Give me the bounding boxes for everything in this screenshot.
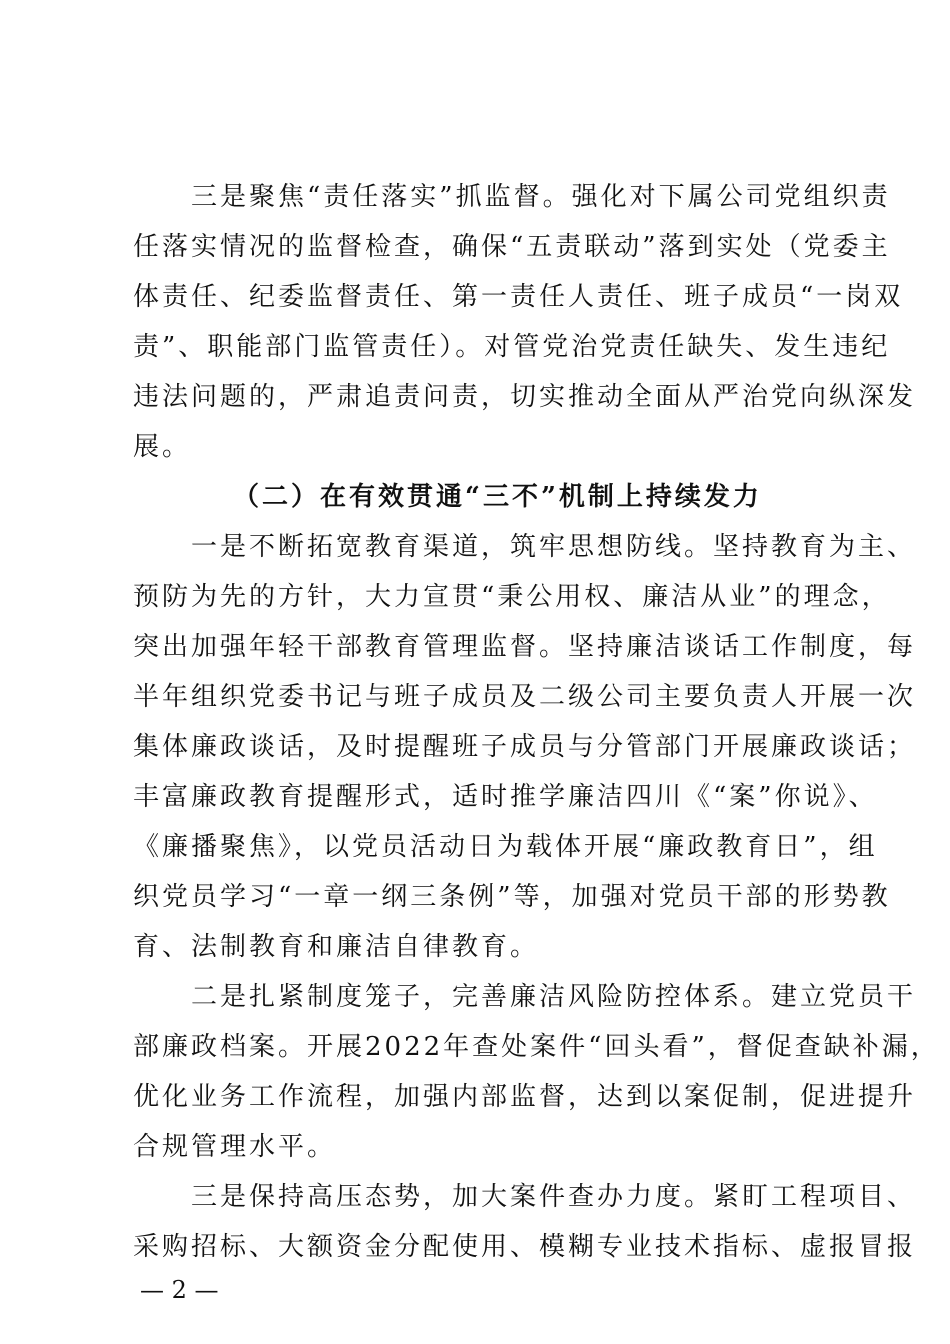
paragraph-line: 三是聚焦“责任落实”抓监督。强化对下属公司党组织责 (133, 182, 891, 212)
paragraph-line: 责”、职能部门监管责任）。对管党治党责任缺失、发生违纪 (133, 332, 891, 362)
paragraph-line: 突出加强年轻干部教育管理监督。坚持廉洁谈话工作制度，每 (133, 632, 917, 662)
paragraph-line: 三是保持高压态势，加大案件查办力度。紧盯工程项目、 (133, 1182, 917, 1212)
paragraph-line: 预防为先的方针，大力宣贯“秉公用权、廉洁从业”的理念， (133, 582, 891, 612)
section-heading: （二）在有效贯通“三不”机制上持续发力 (233, 482, 762, 512)
paragraph-line: 《廉播聚焦》，以党员活动日为载体开展“廉政教育日”，组 (133, 832, 878, 862)
paragraph-line: 部廉政档案。开展2022年查处案件“回头看”，督促查缺补漏， (133, 1032, 940, 1062)
paragraph-line: 优化业务工作流程，加强内部监督，达到以案促制，促进提升 (133, 1082, 917, 1112)
paragraph-line: 半年组织党委书记与班子成员及二级公司主要负责人开展一次 (133, 682, 917, 712)
paragraph-line: 丰富廉政教育提醒形式，适时推学廉洁四川《“案”你说》、 (133, 782, 878, 812)
paragraph-line: 一是不断拓宽教育渠道，筑牢思想防线。坚持教育为主、 (133, 532, 917, 562)
paragraph-line: 织党员学习“一章一纲三条例”等，加强对党员干部的形势教 (133, 882, 891, 912)
paragraph-line: 违法问题的，严肃追责问责，切实推动全面从严治党向纵深发 (133, 382, 917, 412)
paragraph-line: 二是扎紧制度笼子，完善廉洁风险防控体系。建立党员干 (133, 982, 917, 1012)
paragraph-line: 采购招标、大额资金分配使用、模糊专业技术指标、虚报冒报 (133, 1232, 917, 1262)
paragraph-line: 体责任、纪委监督责任、第一责任人责任、班子成员“一岗双 (133, 282, 904, 312)
paragraph-line: 合规管理水平。 (133, 1132, 337, 1162)
paragraph-line: 育、法制教育和廉洁自律教育。 (133, 932, 540, 962)
paragraph-line: 展。 (133, 432, 192, 462)
paragraph-line: 集体廉政谈话，及时提醒班子成员与分管部门开展廉政谈话； (133, 732, 917, 762)
paragraph-line: 任落实情况的监督检查，确保“五责联动”落到实处（党委主 (133, 232, 891, 262)
page-number: — 2 — (140, 1276, 219, 1304)
